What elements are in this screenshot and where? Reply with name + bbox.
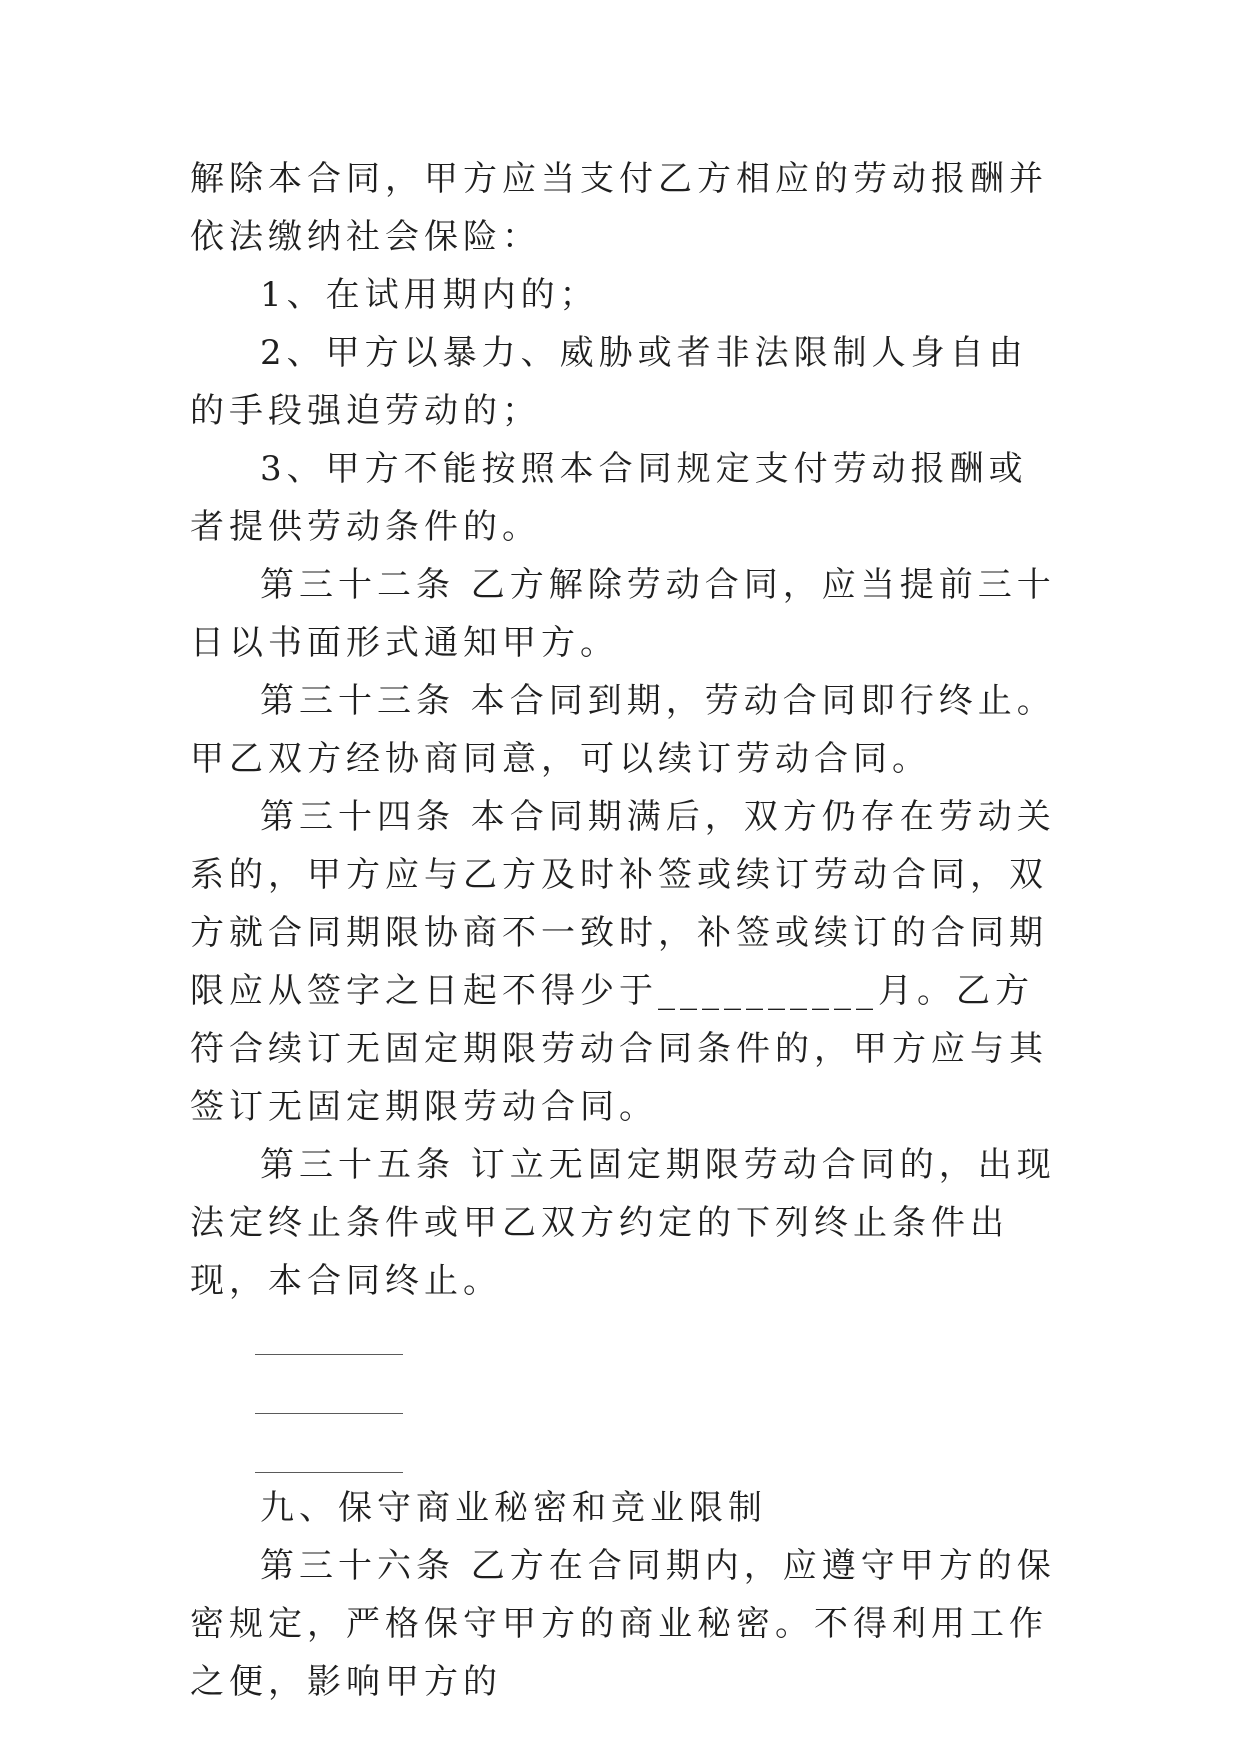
blank-line — [255, 1436, 403, 1473]
article-32: 第三十二条 乙方解除劳动合同，应当提前三十日以书面形式通知甲方。 — [190, 565, 1056, 663]
paragraph-termination-intro: 解除本合同，甲方应当支付乙方相应的劳动报酬并依法缴纳社会保险： — [190, 159, 1048, 257]
clause-item-3: 3、甲方不能按照本合同规定支付劳动报酬或者提供劳动条件的。 — [190, 449, 1028, 547]
document-page — [190, 150, 1060, 1711]
article-33: 第三十三条 本合同到期，劳动合同即行终止。甲乙双方经协商同意，可以续订劳动合同。 — [190, 681, 1056, 779]
article-36: 第三十六条 乙方在合同期内，应遵守甲方的保密规定，严格保守甲方的商业秘密。不得利用工作之便，影响甲方的 — [190, 1546, 1056, 1702]
blank-lines — [190, 1318, 1060, 1473]
article-34: 第三十四条 本合同期满后，双方仍存在劳动关系的，甲方应与乙方及时补签或续订劳动合同，双方就合同期限协商不一致时，补签或续订的合同期限应从签字之日起不得少于__________月。乙方符合续订无固定期限劳动合同条件的，甲方应与其签订无固定期限劳动合同。 — [190, 797, 1056, 1127]
blank-line — [255, 1377, 403, 1414]
article-35: 第三十五条 订立无固定期限劳动合同的，出现法定终止条件或甲乙双方约定的下列终止条件出现，本合同终止。 — [190, 1145, 1056, 1301]
section-heading: 九、保守商业秘密和竞业限制 — [260, 1488, 767, 1528]
clause-item-2: 2、甲方以暴力、威胁或者非法限制人身自由的手段强迫劳动的； — [190, 333, 1028, 431]
clause-item-1: 1、在试用期内的； — [260, 275, 599, 315]
blank-line — [255, 1318, 403, 1355]
